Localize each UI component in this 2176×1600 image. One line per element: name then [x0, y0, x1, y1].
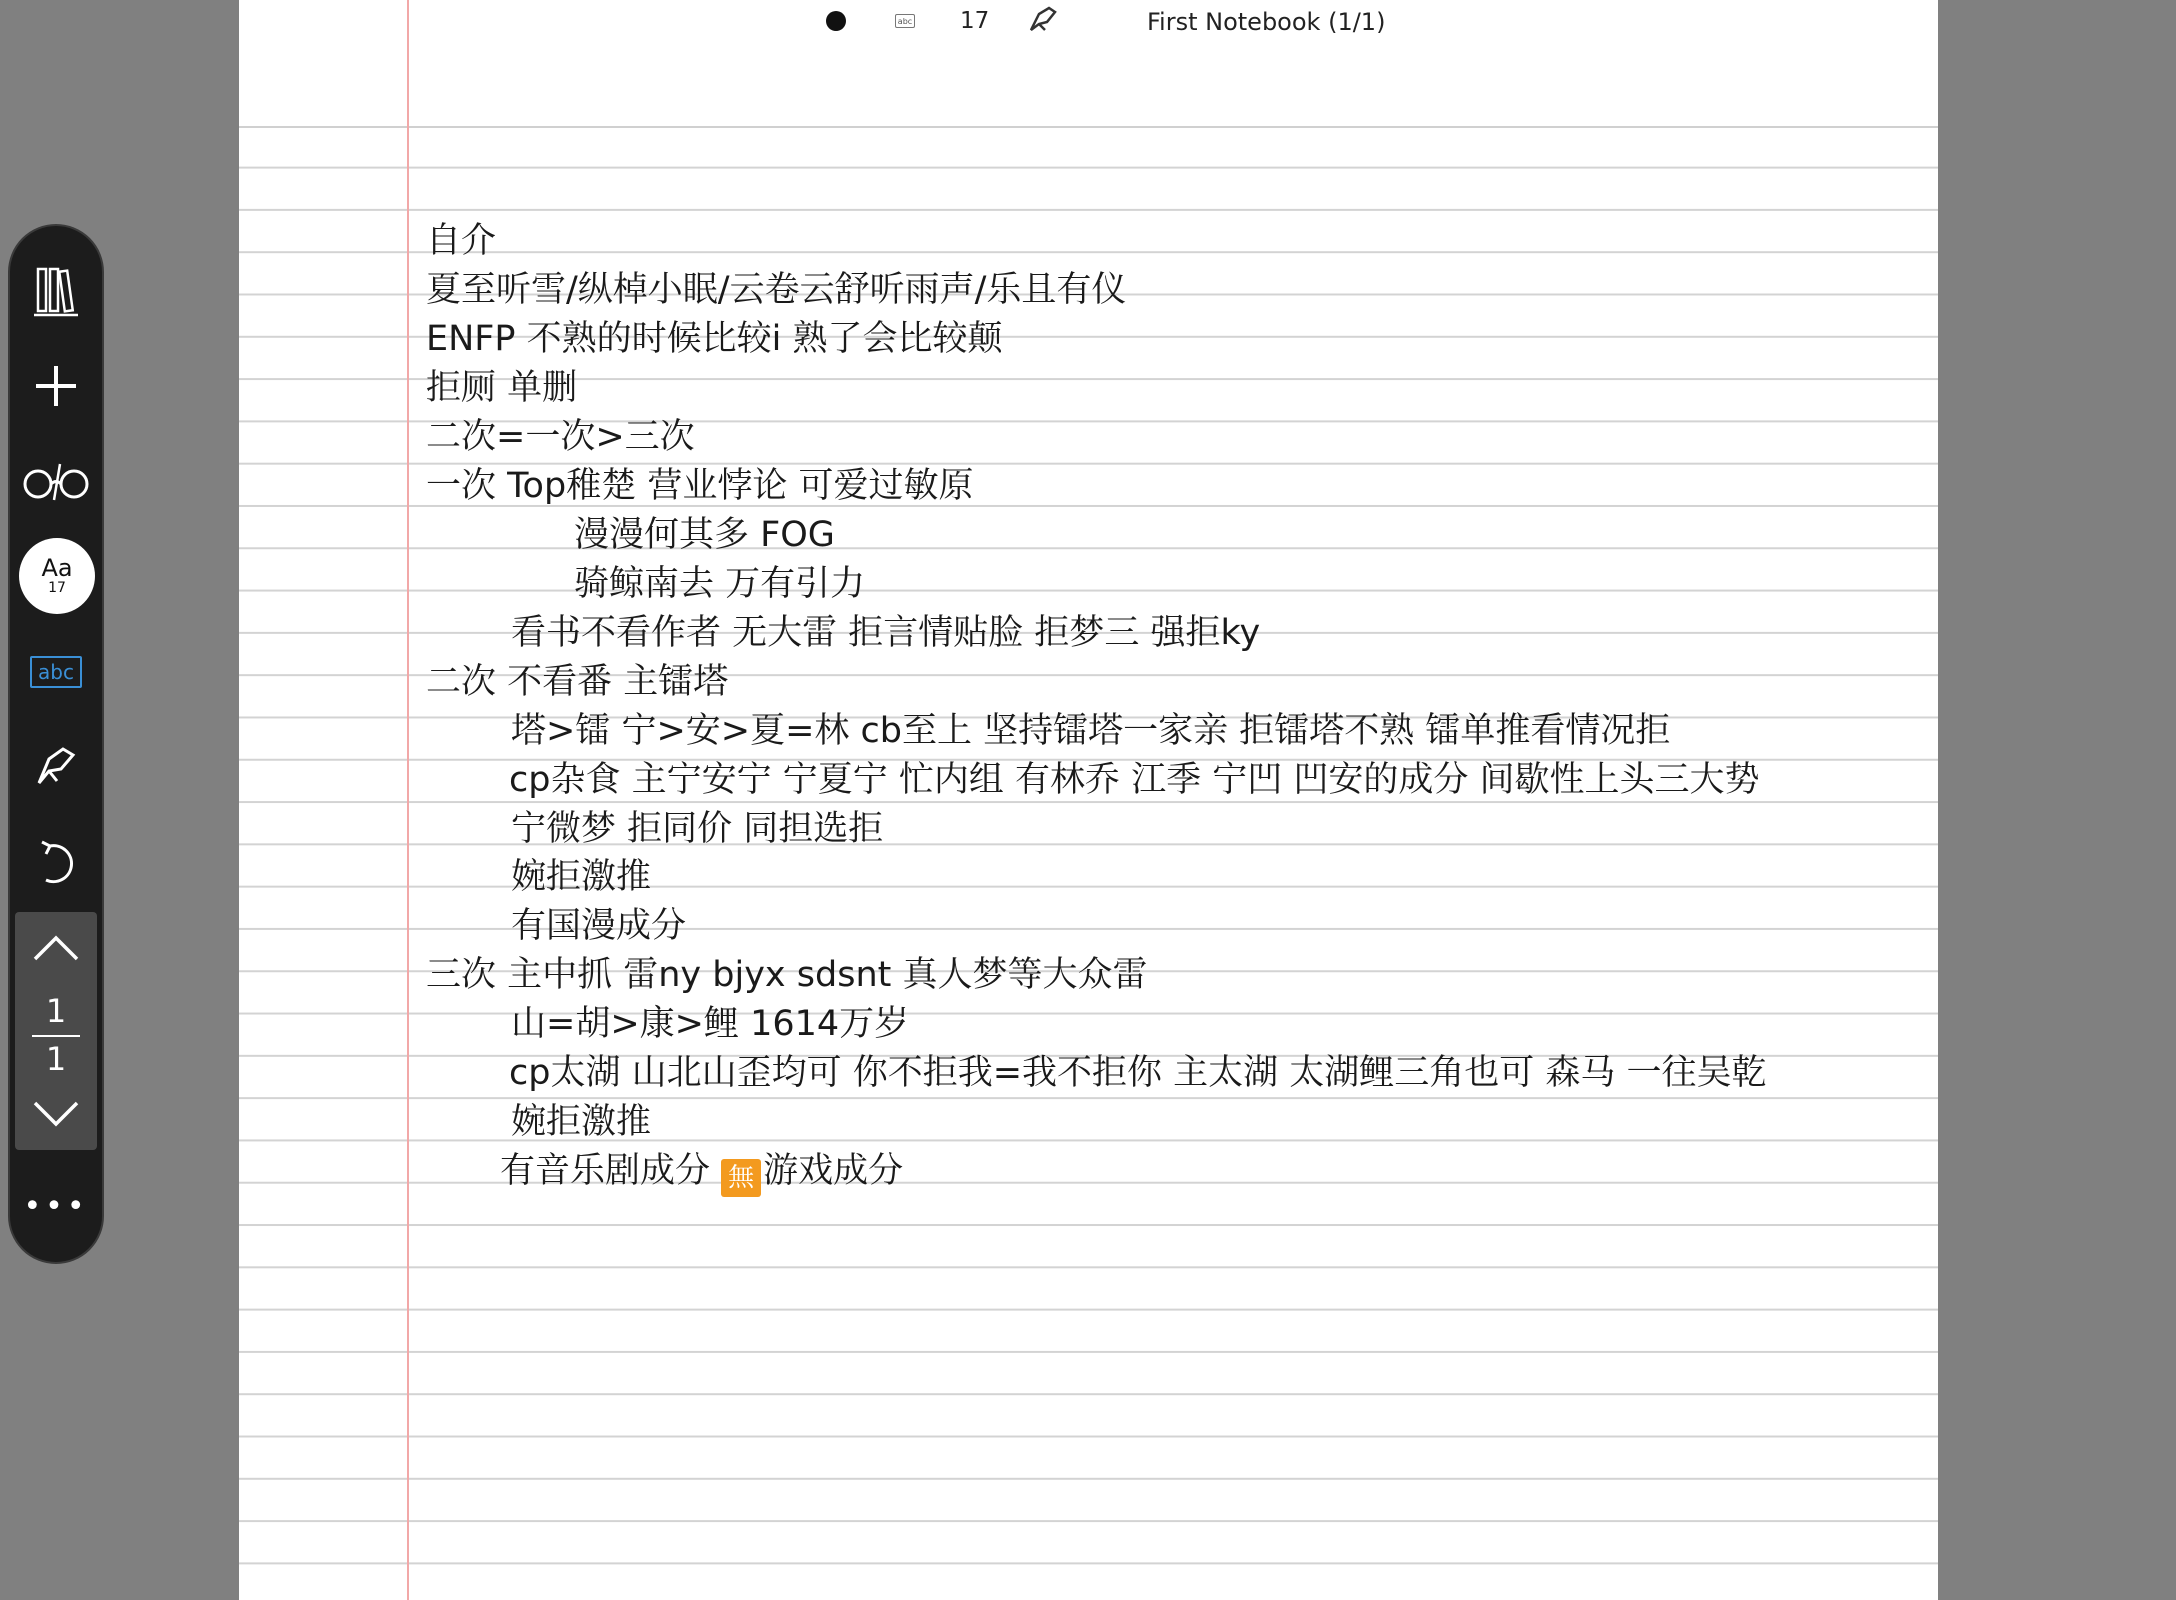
font-size-indicator[interactable]: 17: [960, 8, 990, 34]
more-options-button[interactable]: •••: [23, 1188, 89, 1224]
read-mode-button[interactable]: [10, 452, 102, 512]
text-line: 夏至听雪/纵棹小眠/云卷云舒听雨声/乐且有仪: [426, 270, 1127, 310]
undo-icon: [36, 836, 76, 888]
text-line: 婉拒激推: [511, 857, 652, 897]
text-line: cp杂食 主宁安宁 宁夏宁 忙内组 有林乔 江季 宁凹 凹安的成分 间歇性上头三大势: [509, 760, 1760, 800]
pen-icon: [31, 741, 81, 791]
text-line-suffix: 游戏成分: [763, 1151, 904, 1191]
status-header: [239, 0, 1938, 46]
text-line: 漫漫何其多 FOG: [574, 515, 835, 555]
plus-icon: [33, 363, 79, 409]
text-mode-icon[interactable]: abc: [895, 14, 915, 28]
text-line: 二次 不看番 主镭塔: [426, 662, 729, 702]
font-size-button[interactable]: [19, 538, 95, 614]
add-page-button[interactable]: [10, 356, 102, 416]
text-line: 有国漫成分: [511, 906, 687, 946]
total-page-number: 1: [45, 1040, 67, 1078]
text-line: cp太湖 山北山歪均可 你不拒我=我不拒你 主太湖 太湖鲤三角也可 森马 一往吴乾: [509, 1053, 1767, 1093]
text-line: ENFP 不熟的时候比较i 熟了会比较颠: [426, 319, 1003, 359]
emoji-mu-icon: 無: [721, 1159, 761, 1197]
text-mode-button[interactable]: abc: [30, 656, 82, 688]
pen-color-dot[interactable]: [826, 11, 846, 31]
undo-button[interactable]: [10, 832, 102, 892]
text-line: 拒厕 单删: [426, 368, 578, 408]
page-divider: [32, 1035, 80, 1037]
notebook-page[interactable]: [239, 0, 1938, 1600]
notebook-title: First Notebook (1/1): [1147, 8, 1386, 36]
text-line: 宁微梦 拒同价 同担选拒: [511, 809, 884, 849]
library-button[interactable]: [10, 260, 102, 320]
margin-line: [407, 0, 409, 1600]
page-navigator: [15, 912, 97, 1150]
glasses-icon: [20, 462, 92, 502]
chevron-up-icon[interactable]: [32, 934, 80, 962]
chevron-down-icon[interactable]: [32, 1100, 80, 1128]
side-toolbar: [8, 224, 104, 1264]
text-line-prefix: 有音乐剧成分: [500, 1151, 711, 1191]
text-line: 二次=一次>三次: [426, 417, 695, 457]
pen-tool-icon[interactable]: [1025, 4, 1061, 36]
text-line: 骑鲸南去 万有引力: [574, 564, 866, 604]
text-line: 婉拒激推: [511, 1102, 652, 1142]
text-line: 山=胡>康>鲤 1614万岁: [511, 1004, 910, 1044]
pen-button[interactable]: [10, 736, 102, 796]
text-line: [500, 1151, 903, 1197]
text-line: 看书不看作者 无大雷 拒言情贴脸 拒梦三 强拒ky: [511, 613, 1261, 653]
current-page-number: 1: [45, 992, 67, 1030]
font-label: Aa: [41, 554, 73, 582]
font-size-value: 17: [48, 580, 66, 596]
books-icon: [32, 263, 80, 317]
text-line: 三次 主中抓 雷ny bjyx sdsnt 真人梦等大众雷: [426, 955, 1148, 995]
text-line: 一次 Top稚楚 营业悖论 可爱过敏原: [426, 466, 974, 506]
text-line: 塔>镭 宁>安>夏=林 cb至上 坚持镭塔一家亲 拒镭塔不熟 镭单推看情况拒: [511, 711, 1671, 751]
text-line: 自介: [426, 221, 497, 261]
